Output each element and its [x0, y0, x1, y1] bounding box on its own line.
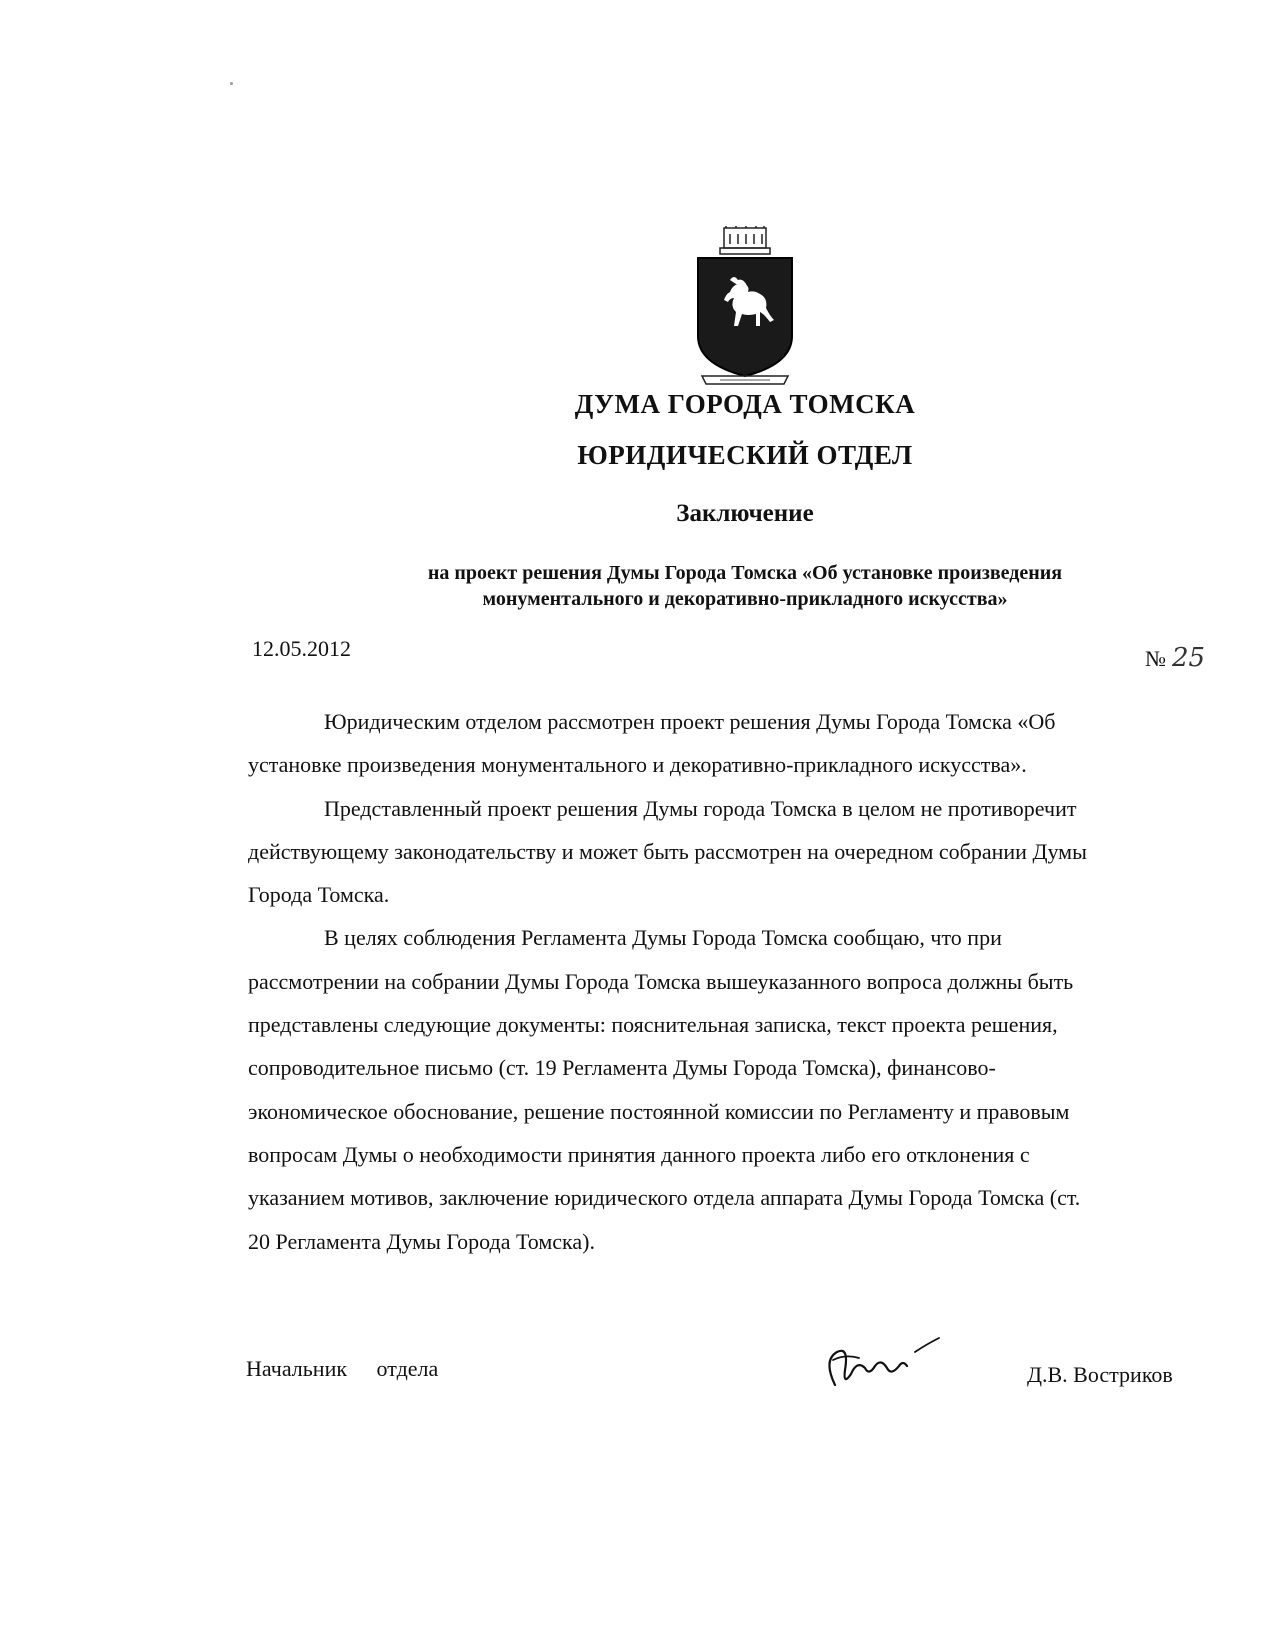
- org-name: ДУМА ГОРОДА ТОМСКА: [574, 389, 916, 419]
- signer-position: Начальник отдела: [246, 1356, 439, 1381]
- document-body: [248, 700, 1275, 1263]
- subject-line: на проект решения Думы Города Томска «Об установке произведения: [427, 562, 1063, 584]
- paragraph: [248, 700, 1275, 743]
- text-line: рассмотрении на собрании Думы Города Томска вышеуказанного вопроса должны быть: [248, 968, 1074, 994]
- scan-crop-edge: [1212, 0, 1275, 1650]
- text-line: сопроводительное письмо (ст. 19 Регламента Думы Города Томска), финансово-: [248, 1055, 996, 1081]
- document-date: 12.05.2012: [252, 636, 351, 661]
- text-line: Города Томска.: [248, 882, 390, 908]
- signer-name: Д.В. Востриков: [1027, 1362, 1173, 1387]
- paragraph: [248, 743, 1275, 786]
- paragraph: [248, 960, 1275, 1263]
- text-line: В целях соблюдения Регламента Думы Города Томска сообщаю, что при: [324, 925, 1002, 951]
- paragraph: [248, 830, 1275, 917]
- document-subject: [250, 560, 1240, 612]
- paragraph: [248, 916, 1275, 959]
- text-line: указанием мотивов, заключение юридического отдела аппарата Думы Города Томска (ст.: [248, 1185, 1081, 1211]
- scan-speck: [230, 82, 233, 85]
- number-handwritten: 25: [1172, 643, 1206, 673]
- number-label: №: [1145, 646, 1166, 671]
- subject-line: монументального и декоративно-прикладного искусства»: [482, 588, 1008, 610]
- text-line: Представленный проект решения Думы города Томска в целом не противоречит: [324, 795, 1077, 821]
- text-line: представлены следующие документы: пояснительная записка, текст проекта решения,: [248, 1012, 1058, 1038]
- text-line: вопросам Думы о необходимости принятия данного проекта либо его отклонения с: [248, 1141, 1030, 1167]
- text-line: установке произведения монументального и декоративно-прикладного искусства».: [248, 752, 1027, 778]
- department-name: ЮРИДИЧЕСКИЙ ОТДЕЛ: [577, 440, 913, 470]
- paragraph: [248, 787, 1275, 830]
- text-line: действующему законодательству и может быть рассмотрен на очередном собрании Думы: [248, 838, 1087, 864]
- document-number: [1145, 643, 1205, 673]
- tomsk-coat-of-arms-icon: [690, 226, 800, 390]
- handwritten-signature: [815, 1330, 945, 1395]
- document-title: Заключение: [676, 500, 814, 527]
- text-line: экономическое обоснование, решение постоянной комиссии по Регламенту и правовым: [248, 1098, 1070, 1124]
- text-line: 20 Регламента Думы Города Томска).: [248, 1228, 595, 1254]
- text-line: Юридическим отделом рассмотрен проект решения Думы Города Томска «Об: [324, 709, 1056, 734]
